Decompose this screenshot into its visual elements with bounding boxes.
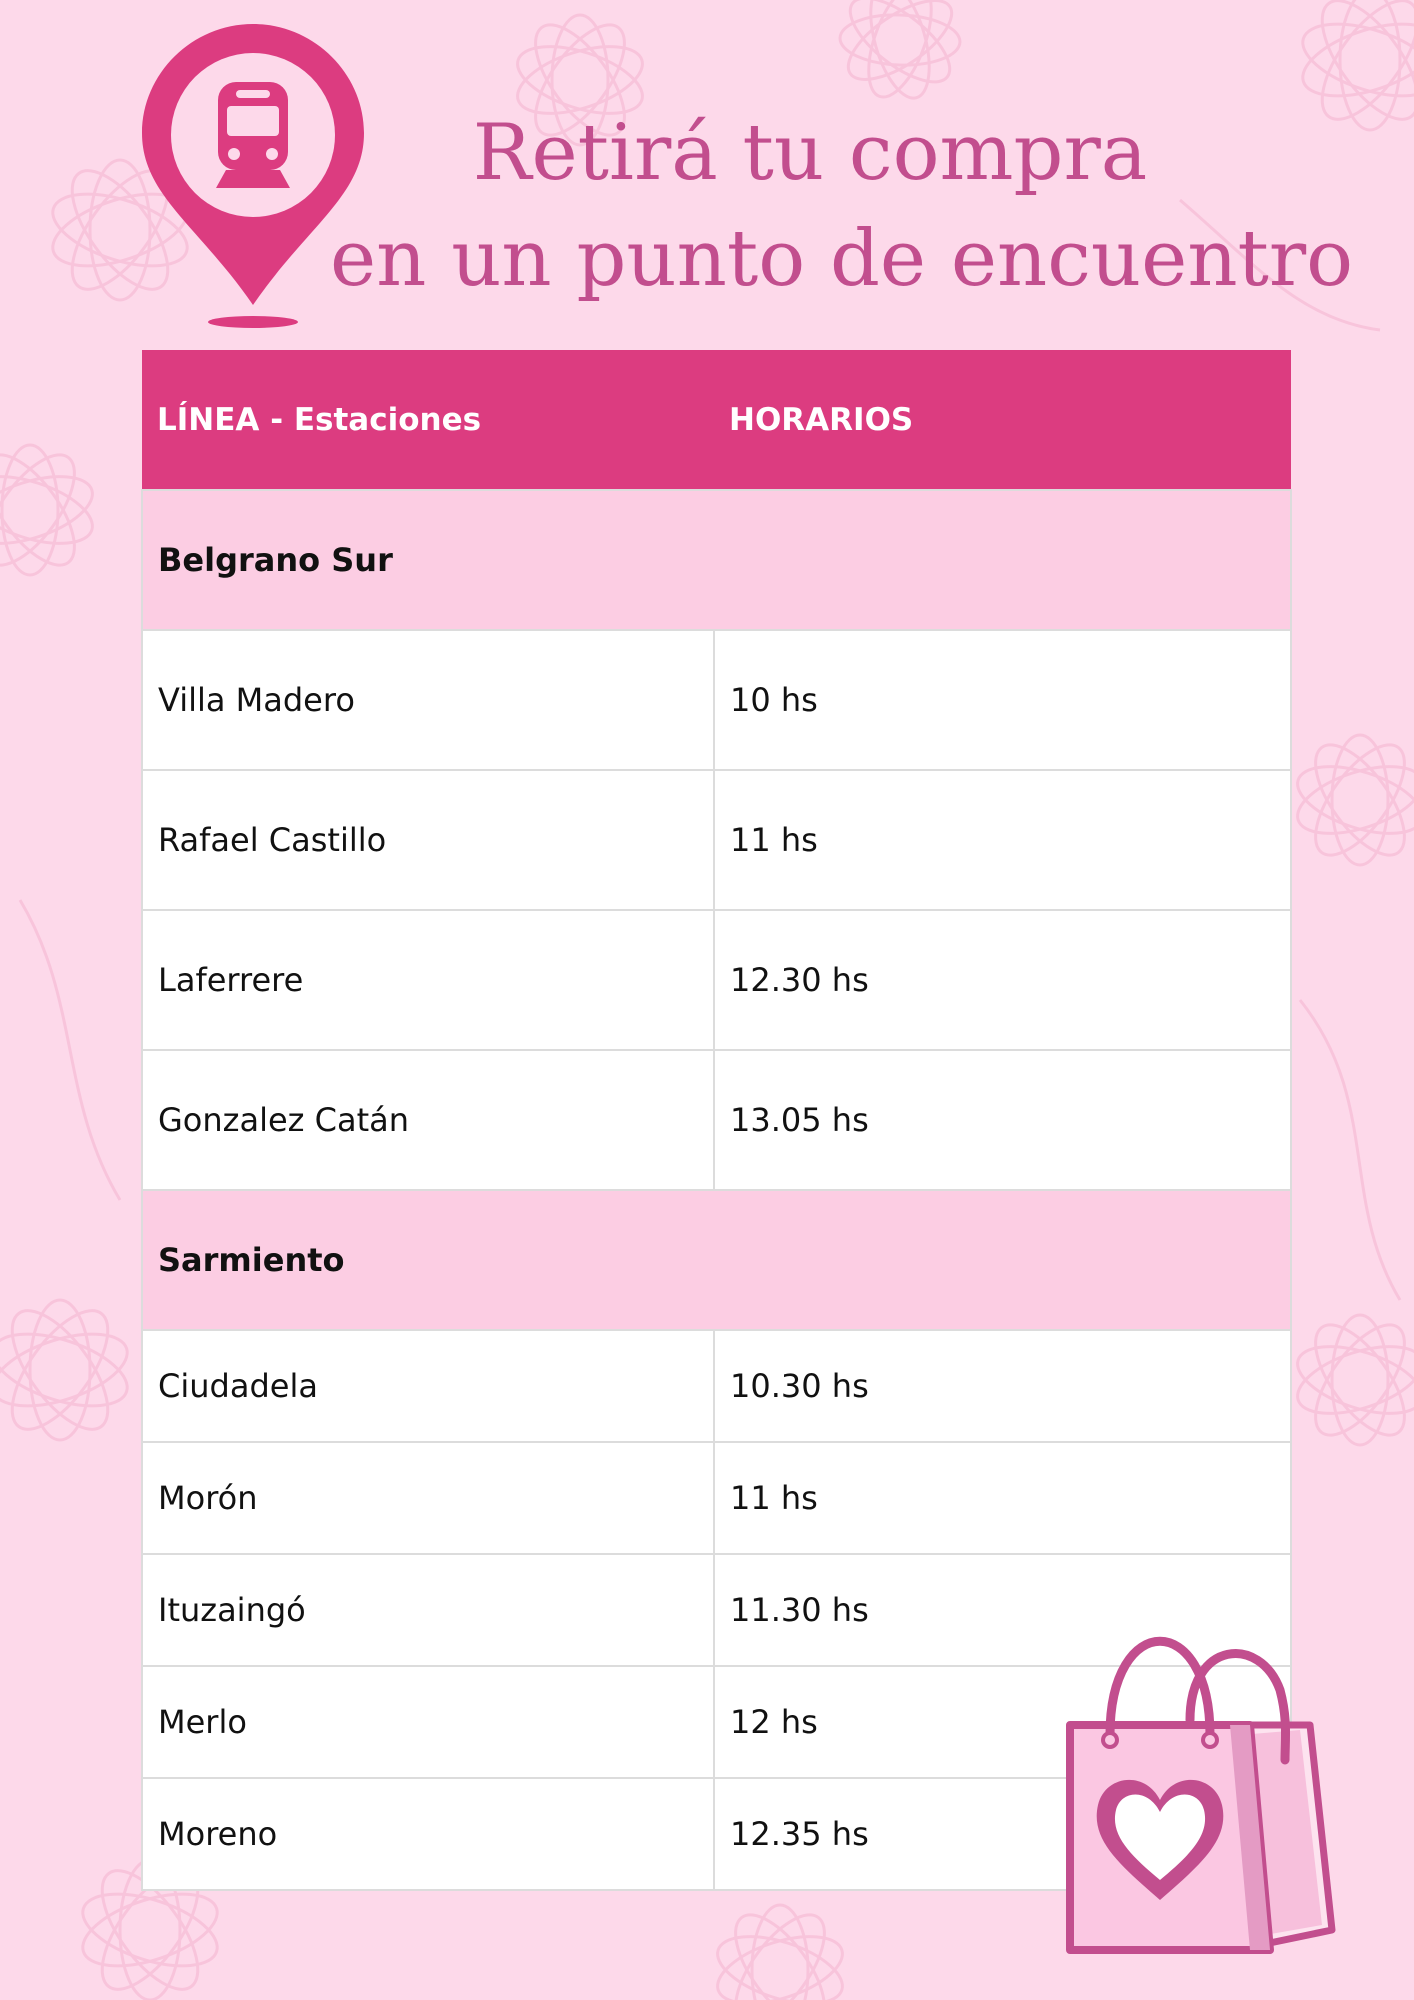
title-line-1: Retirá tu compra xyxy=(472,108,1148,198)
station-time: 10 hs xyxy=(714,630,1291,770)
column-header-schedule: HORARIOS xyxy=(714,350,1291,490)
page-title xyxy=(330,100,1354,312)
station-time: 11.30 hs xyxy=(714,1554,1291,1666)
station-time: 10.30 hs xyxy=(714,1330,1291,1442)
station-time: 11 hs xyxy=(714,770,1291,910)
table-row xyxy=(142,1330,1291,1442)
table-row xyxy=(142,910,1291,1050)
line-group-row xyxy=(142,1190,1291,1330)
station-name: Merlo xyxy=(142,1666,714,1778)
table-row xyxy=(142,770,1291,910)
table-row xyxy=(142,630,1291,770)
station-name: Moreno xyxy=(142,1778,714,1890)
line-group-row xyxy=(142,490,1291,630)
station-time: 13.05 hs xyxy=(714,1050,1291,1190)
line-name-spacer xyxy=(714,1190,1291,1330)
line-name: Sarmiento xyxy=(142,1190,714,1330)
shopping-bag-heart-icon xyxy=(1060,1630,1340,1960)
station-name: Ciudadela xyxy=(142,1330,714,1442)
line-name: Belgrano Sur xyxy=(142,490,714,630)
station-time: 12 hs xyxy=(714,1666,1291,1778)
station-time: 12.35 hs xyxy=(714,1778,1291,1890)
station-name: Villa Madero xyxy=(142,630,714,770)
station-name: Laferrere xyxy=(142,910,714,1050)
station-time: 11 hs xyxy=(714,1442,1291,1554)
line-name-spacer xyxy=(714,490,1291,630)
station-name: Morón xyxy=(142,1442,714,1554)
table-row xyxy=(142,1050,1291,1190)
station-time: 12.30 hs xyxy=(714,910,1291,1050)
table-header-row xyxy=(142,350,1291,490)
title-line-2: en un punto de encuentro xyxy=(330,214,1354,304)
station-name: Ituzaingó xyxy=(142,1554,714,1666)
station-name: Gonzalez Catán xyxy=(142,1050,714,1190)
column-header-line-station: LÍNEA - Estaciones xyxy=(142,350,714,490)
table-row xyxy=(142,1442,1291,1554)
station-name: Rafael Castillo xyxy=(142,770,714,910)
